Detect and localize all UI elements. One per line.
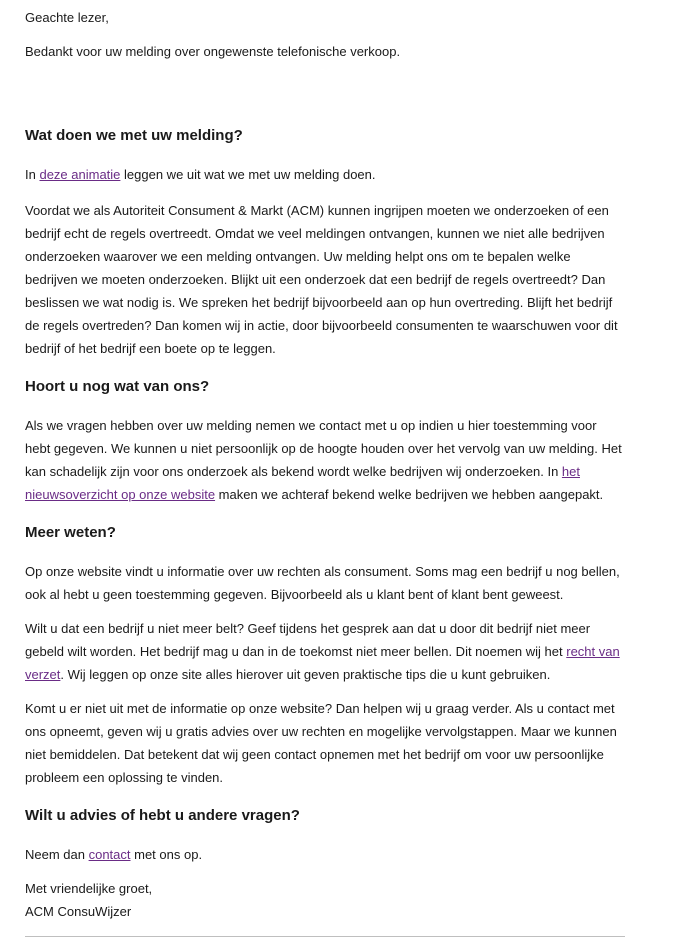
closing-greeting: Met vriendelijke groet, [25, 881, 153, 896]
right-to-object-link[interactable]: recht van verzet [25, 644, 620, 682]
footer-divider [25, 936, 625, 937]
closing-signature: ACM ConsuWijzer [25, 904, 132, 919]
advice-paragraph: Komt u er niet uit met de informatie op onze website? Dan helpen wij u graag verder. Als u contact met ons opneemt, geven wij u gratis advies over uw rechten en mogelijke vervolgstappen. Maar we kunnen niet bemiddelen. Dat betekent dat wij geen contact opnemen met het bedrijf om voor uw persoonlijke probleem een oplossing te vinden. [25, 701, 617, 785]
animation-paragraph: In deze animatie leggen we uit wat we met uw melding doen. [25, 167, 376, 182]
email-body [25, 0, 625, 923]
animation-link[interactable]: deze animatie [39, 167, 121, 182]
heading-hear-from-us: Hoort u nog wat van ons? [25, 378, 210, 395]
contact-permission-paragraph: Als we vragen hebben over uw melding nemen we contact met u op indien u hier toestemming voor hebt gegeven. We kunnen u niet persoonlijk op de hoogte houden over het vervolg van uw melding. Het kan schadelijk zijn voor ons onderzoek als bekend wordt welke bedrijven wij onderzoeken. In het nieuwsoverzicht op onze website maken we achteraf bekend welke bedrijven we hebben aangepakt. [25, 418, 622, 502]
opt-out-paragraph: Wilt u dat een bedrijf u niet meer belt? Geef tijdens het gesprek aan dat u door dit bedrijf niet meer gebeld wilt worden. Het bedrijf mag u dan in de toekomst niet meer bellen. Dit noemen wij het recht van verzet. Wij leggen op onze site alles hierover uit geven praktische tips die u kunt gebruiken. [25, 621, 620, 682]
acm-paragraph: Voordat we als Autoriteit Consument & Markt (ACM) kunnen ingrijpen moeten we onderzoeken of een bedrijf echt de regels overtreedt. Omdat we veel meldingen ontvangen, kunnen we niet alle bedrijven onderzoeken waarover we een melding ontvangen. Uw melding helpt ons om te bepalen welke bedrijven we moeten onderzoeken. Blijkt uit een onderzoek dat een bedrijf de regels overtreedt? Dan beslissen we wat nodig is. We spreken het bedrijf bijvoorbeeld aan op hun overtreding. Blijft het bedrijf de regels overtreden? Dan komen wij in actie, door bijvoorbeeld consumenten te waarschuwen voor dit bedrijf of het bedrijf een boete op te leggen. [25, 203, 618, 356]
rights-paragraph: Op onze website vindt u informatie over uw rechten als consument. Soms mag een bedrijf u nog bellen, ook al hebt u geen toestemming gegeven. Bijvoorbeeld als u klant bent of klant bent geweest. [25, 564, 620, 602]
heading-what-we-do: Wat doen we met uw melding? [25, 127, 243, 144]
heading-more-info: Meer weten? [25, 524, 116, 541]
heading-questions: Wilt u advies of hebt u andere vragen? [25, 807, 300, 824]
greeting: Geachte lezer, [25, 10, 109, 25]
thanks-paragraph: Bedankt voor uw melding over ongewenste telefonische verkoop. [25, 44, 401, 59]
news-overview-link[interactable]: het nieuwsoverzicht op onze website [25, 464, 580, 502]
contact-link[interactable]: contact [88, 847, 131, 862]
contact-paragraph: Neem dan contact met ons op. [25, 847, 203, 862]
